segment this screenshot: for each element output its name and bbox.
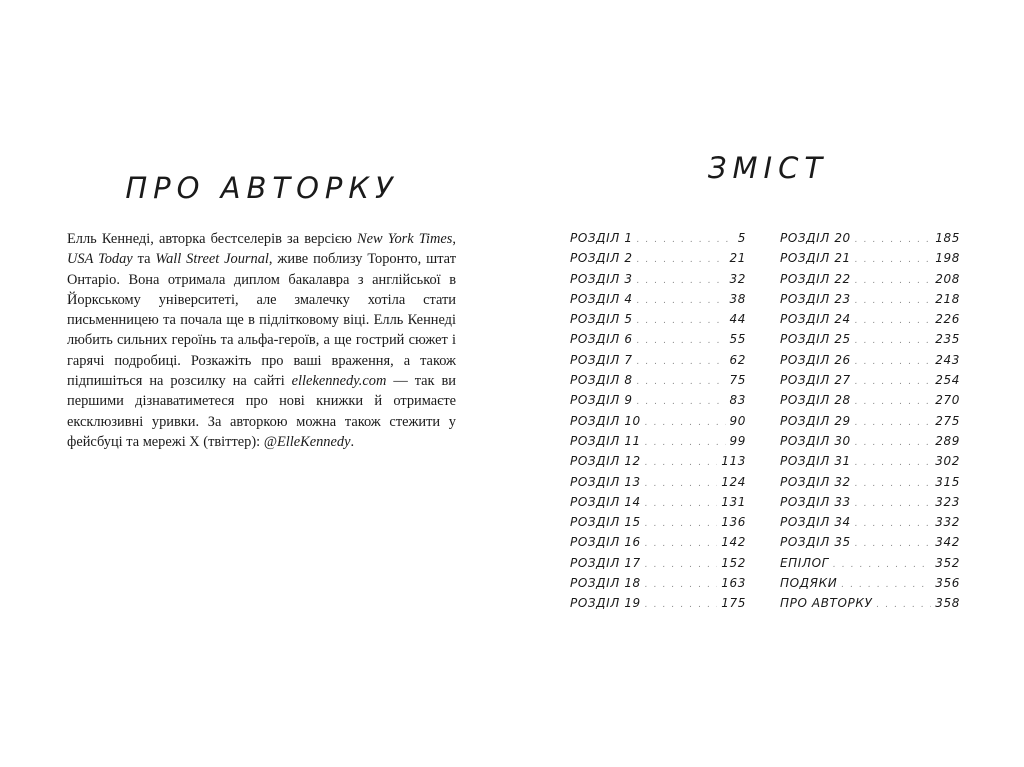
toc-entry-page: 275 xyxy=(935,413,960,428)
toc-entry xyxy=(570,454,746,474)
toc-entry xyxy=(780,231,960,251)
bio-italic-text: ellekennedy.com xyxy=(291,373,387,390)
toc-dot-leader xyxy=(855,438,931,448)
toc-dot-leader xyxy=(637,316,726,326)
toc-entry xyxy=(780,292,960,312)
toc-dot-leader xyxy=(855,377,931,387)
bio-italic-text: USA Today xyxy=(67,251,133,268)
toc-dot-leader xyxy=(855,458,931,468)
toc-entry-page: 90 xyxy=(729,413,746,428)
bio-text: Елль Кеннеді, авторка бестселерів за версією xyxy=(67,231,358,247)
toc-entry xyxy=(780,475,960,495)
toc-entry-label: РОЗДІЛ 5 xyxy=(570,312,633,327)
toc-entry xyxy=(570,251,746,271)
toc-entry-page: 289 xyxy=(935,433,960,448)
toc-entry xyxy=(780,353,960,373)
toc-entry xyxy=(780,596,960,616)
toc-entry-label: РОЗДІЛ 22 xyxy=(780,271,851,286)
toc-entry-label: РОЗДІЛ 28 xyxy=(780,393,851,408)
toc-entry-label: ПРО АВТОРКУ xyxy=(780,596,873,611)
toc-entry-page: 99 xyxy=(729,433,746,448)
toc-entry-label: РОЗДІЛ 25 xyxy=(780,332,851,347)
toc-entry xyxy=(780,312,960,332)
toc-entry-label: РОЗДІЛ 17 xyxy=(570,555,641,570)
toc-entry-page: 254 xyxy=(935,373,960,388)
toc-entry xyxy=(780,272,960,292)
toc-entry-page: 243 xyxy=(935,352,960,367)
toc-entry xyxy=(570,596,746,616)
toc-entry-page: 55 xyxy=(729,332,746,347)
toc-entry xyxy=(780,434,960,454)
toc-entry xyxy=(570,495,746,515)
toc-entry-label: РОЗДІЛ 21 xyxy=(780,251,851,266)
toc-entry xyxy=(780,576,960,596)
toc-entry-label: РОЗДІЛ 19 xyxy=(570,596,641,611)
toc-entry-page: 32 xyxy=(729,271,746,286)
toc-entry-label: ЕПІЛОГ xyxy=(780,555,829,570)
toc-entry xyxy=(780,454,960,474)
toc-entry xyxy=(570,475,746,495)
toc-dot-leader xyxy=(637,235,734,245)
toc-entry xyxy=(780,535,960,555)
toc-dot-leader xyxy=(855,336,931,346)
toc-entry-page: 163 xyxy=(721,576,746,591)
toc-dot-leader xyxy=(855,276,931,286)
toc-entry xyxy=(780,414,960,434)
toc-entry-page: 358 xyxy=(935,596,960,611)
toc-dot-leader xyxy=(855,357,931,367)
toc-dot-leader xyxy=(855,255,931,265)
toc-entry xyxy=(570,576,746,596)
toc-dot-leader xyxy=(637,276,726,286)
toc-dot-leader xyxy=(637,357,726,367)
toc-dot-leader xyxy=(841,580,931,590)
toc-entry-label: РОЗДІЛ 18 xyxy=(570,576,641,591)
toc-entry-label: РОЗДІЛ 8 xyxy=(570,373,633,388)
toc-entry-page: 356 xyxy=(935,576,960,591)
toc-entry xyxy=(570,292,746,312)
toc-entry-label: РОЗДІЛ 12 xyxy=(570,454,641,469)
toc-entry-page: 5 xyxy=(737,231,746,245)
toc-entry-page: 208 xyxy=(935,271,960,286)
toc-entry xyxy=(570,312,746,332)
toc-dot-leader xyxy=(637,255,726,265)
toc-dot-leader xyxy=(855,235,931,245)
toc-entry-label: РОЗДІЛ 16 xyxy=(570,535,641,550)
toc-entry xyxy=(570,332,746,352)
toc-entry-page: 235 xyxy=(935,332,960,347)
toc-entry xyxy=(780,556,960,576)
right-page xyxy=(512,0,1024,767)
toc-entry-label: РОЗДІЛ 15 xyxy=(570,515,641,530)
toc-entry-label: РОЗДІЛ 24 xyxy=(780,312,851,327)
toc-entry-page: 142 xyxy=(721,535,746,550)
toc-entry-page: 136 xyxy=(721,515,746,530)
toc-entry-page: 185 xyxy=(935,231,960,245)
toc-entry-label: РОЗДІЛ 10 xyxy=(570,413,641,428)
toc-entry-page: 152 xyxy=(721,555,746,570)
bio-text: , xyxy=(452,231,456,247)
toc-entry-label: РОЗДІЛ 14 xyxy=(570,494,641,509)
toc-entry-page: 38 xyxy=(729,291,746,306)
toc-entry xyxy=(780,393,960,413)
toc-entry-label: РОЗДІЛ 3 xyxy=(570,271,633,286)
toc-dot-leader xyxy=(637,377,726,387)
toc-entry-label: РОЗДІЛ 32 xyxy=(780,474,851,489)
toc-entry-page: 352 xyxy=(935,555,960,570)
toc-entry xyxy=(780,495,960,515)
toc-column-2 xyxy=(780,231,960,617)
toc-entry-page: 332 xyxy=(935,515,960,530)
toc-entry-label: РОЗДІЛ 11 xyxy=(570,433,641,448)
toc-dot-leader xyxy=(876,600,931,610)
toc-dot-leader xyxy=(637,296,726,306)
toc-dot-leader xyxy=(637,397,726,407)
bio-text: . xyxy=(350,433,355,450)
toc-entry-label: РОЗДІЛ 31 xyxy=(780,454,851,469)
toc-entry xyxy=(780,515,960,535)
bio-italic-text: New York Times xyxy=(357,231,453,247)
toc-entry-label: РОЗДІЛ 29 xyxy=(780,413,851,428)
toc-dot-leader xyxy=(645,418,726,428)
toc-entry xyxy=(780,373,960,393)
toc-entry-page: 131 xyxy=(721,494,746,509)
toc-entry-label: РОЗДІЛ 27 xyxy=(780,373,851,388)
toc-entry xyxy=(570,272,746,292)
toc-entry-label: РОЗДІЛ 4 xyxy=(570,291,633,306)
toc-entry xyxy=(780,332,960,352)
toc-entry-page: 44 xyxy=(729,312,746,327)
toc-entry xyxy=(570,353,746,373)
toc-entry xyxy=(570,414,746,434)
toc-dot-leader xyxy=(645,458,717,468)
toc-entry-page: 226 xyxy=(935,312,960,327)
toc-entry xyxy=(780,251,960,271)
toc-entry-label: РОЗДІЛ 35 xyxy=(780,535,851,550)
bio-text: — так ви першими дізнаватиметеся про нові книжки й отримаєте ексклюзивні уривки. За авторкою можна також стежити у фейсбуці та мережі X (твіттер): xyxy=(67,373,457,450)
toc-entry-label: РОЗДІЛ 7 xyxy=(570,352,633,367)
bio-italic-text: Wall Street Journal xyxy=(155,251,269,268)
toc-entry xyxy=(570,535,746,555)
bio-italic-text: @ElleKennedy xyxy=(263,433,351,450)
toc-dot-leader xyxy=(645,519,717,529)
toc-entry-label: РОЗДІЛ 20 xyxy=(780,231,851,245)
toc-entry-page: 113 xyxy=(721,454,746,469)
toc-entry-label: РОЗДІЛ 23 xyxy=(780,291,851,306)
about-author-heading: ПРО АВТОРКУ xyxy=(125,171,399,205)
toc-dot-leader xyxy=(645,600,717,610)
toc-dot-leader xyxy=(855,316,931,326)
toc-dot-leader xyxy=(645,438,726,448)
toc-dot-leader xyxy=(855,296,931,306)
toc-dot-leader xyxy=(833,560,931,570)
toc-column-1 xyxy=(570,231,746,617)
toc-dot-leader xyxy=(645,580,717,590)
toc-entry xyxy=(570,515,746,535)
toc-entry-page: 218 xyxy=(935,291,960,306)
toc-entry-label: РОЗДІЛ 2 xyxy=(570,251,633,266)
toc-entry-page: 175 xyxy=(721,596,746,611)
toc-entry-page: 83 xyxy=(729,393,746,408)
toc-dot-leader xyxy=(855,418,931,428)
toc-entry-label: РОЗДІЛ 26 xyxy=(780,352,851,367)
toc-entry-label: РОЗДІЛ 30 xyxy=(780,433,851,448)
toc-dot-leader xyxy=(855,539,931,549)
toc-entry-page: 323 xyxy=(935,494,960,509)
toc-entry-label: РОЗДІЛ 34 xyxy=(780,515,851,530)
toc-entry-page: 62 xyxy=(729,352,746,367)
author-bio xyxy=(67,229,456,452)
toc-entry-page: 198 xyxy=(935,251,960,266)
toc-entry xyxy=(570,393,746,413)
toc-dot-leader xyxy=(855,499,931,509)
toc-dot-leader xyxy=(637,336,726,346)
toc-entry-label: РОЗДІЛ 1 xyxy=(570,231,633,245)
toc-entry-page: 342 xyxy=(935,535,960,550)
toc-dot-leader xyxy=(645,539,717,549)
toc-entry-page: 21 xyxy=(729,251,746,266)
toc-entry xyxy=(570,373,746,393)
bio-text: та xyxy=(132,251,156,268)
toc-dot-leader xyxy=(855,479,931,489)
toc-heading: ЗМІСТ xyxy=(707,151,829,185)
toc-entry xyxy=(570,434,746,454)
toc-dot-leader xyxy=(855,519,931,529)
toc-entry-label: РОЗДІЛ 33 xyxy=(780,494,851,509)
toc-entry-page: 124 xyxy=(721,474,746,489)
bio-text: , живе поблизу Торонто, штат Онтаріо. Вона отримала диплом бакалавра з англійської в Йоркському університеті, але змалечку хотіла стати письменницею та почала ще в підлітковому віці. Елль Кеннеді любить сильних героїнь та альфа-героїв, а ще гострий сюжет і гарячі подробиці. Розкажіть про ваші враження, а також підпишіться на розсилку на сайті xyxy=(67,251,456,390)
toc-dot-leader xyxy=(645,479,717,489)
toc-dot-leader xyxy=(645,560,717,570)
toc-entry-label: РОЗДІЛ 9 xyxy=(570,393,633,408)
toc-entry xyxy=(570,231,746,251)
toc-entry xyxy=(570,556,746,576)
toc-dot-leader xyxy=(645,499,717,509)
toc-entry-page: 75 xyxy=(729,373,746,388)
toc-dot-leader xyxy=(855,397,931,407)
toc-entry-page: 302 xyxy=(935,454,960,469)
toc-entry-page: 315 xyxy=(935,474,960,489)
toc-entry-label: РОЗДІЛ 6 xyxy=(570,332,633,347)
toc-entry-page: 270 xyxy=(935,393,960,408)
toc-entry-label: РОЗДІЛ 13 xyxy=(570,474,641,489)
toc-entry-label: ПОДЯКИ xyxy=(780,576,838,591)
